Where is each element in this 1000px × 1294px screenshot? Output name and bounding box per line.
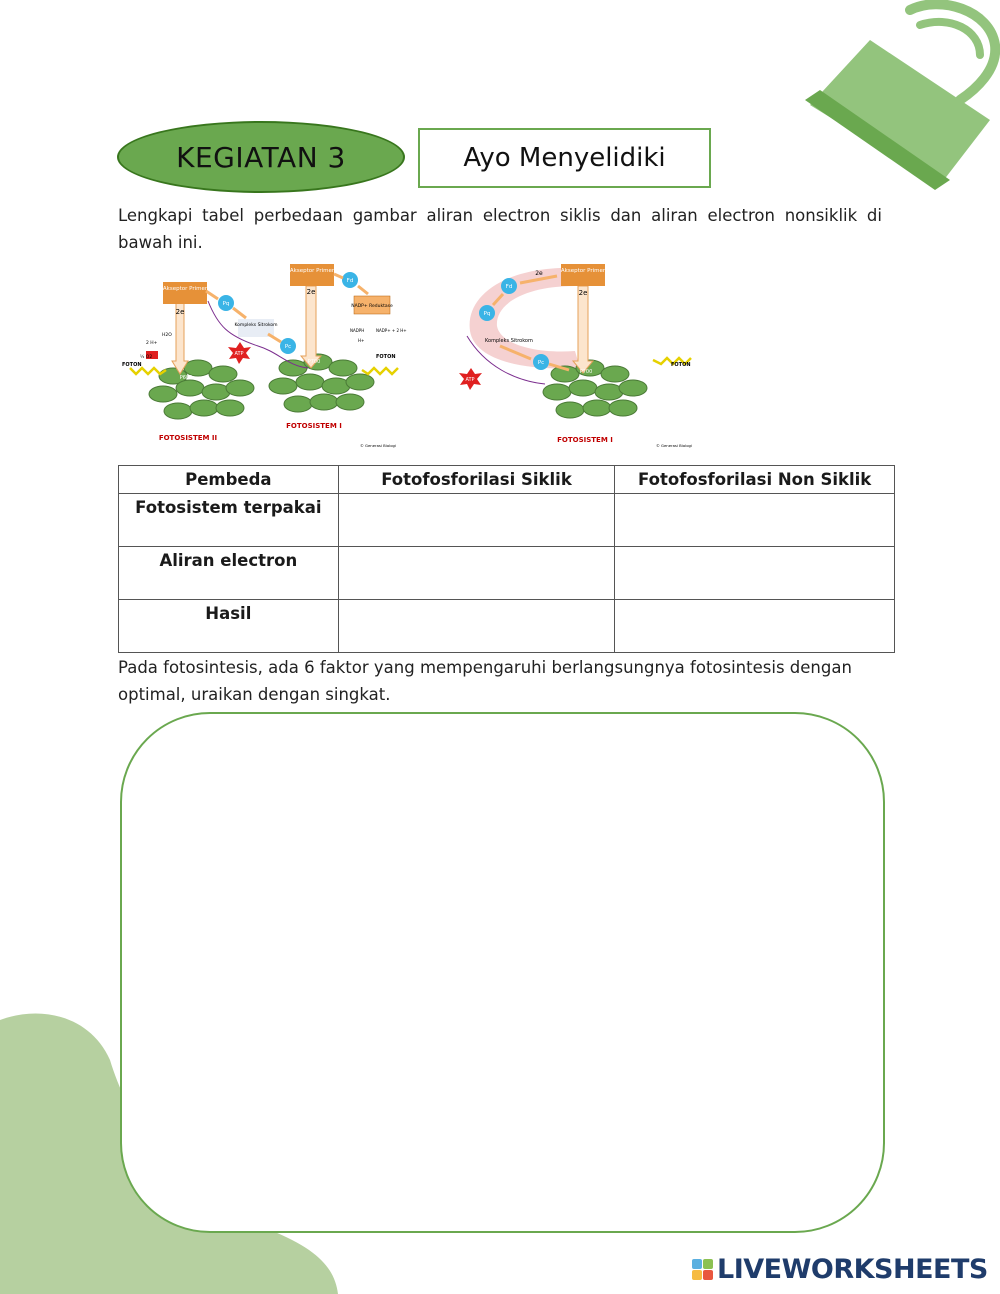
photosystem-ii-cluster (149, 360, 254, 419)
label-fd: Fd (346, 278, 354, 284)
label-pq-cyclic: Pq (483, 311, 491, 317)
noncyclic-electron-flow-diagram (118, 256, 407, 450)
liveworksheets-logo-icon (692, 1259, 713, 1280)
label-nadp-h: NADP+ + 2 H+ (376, 328, 407, 333)
table-row (119, 547, 895, 600)
label-2e-cyclic-a: 2e (578, 289, 588, 297)
label-atp: ATP (234, 351, 244, 357)
table-row (119, 600, 895, 653)
label-fotosistem-i: FOTOSISTEM I (286, 422, 342, 430)
label-credit-left: © Generasi Biologi (360, 443, 396, 448)
label-2h: 2 H+ (146, 341, 158, 346)
label-half-o2: ½ O2 (140, 355, 153, 360)
label-pc-cyclic: Pc (537, 360, 545, 366)
label-foton-left: FOTON (122, 362, 142, 368)
label-p700: P700 (307, 359, 321, 365)
kegiatan-label: KEGIATAN 3 (176, 140, 346, 174)
label-foton-cyclic: FOTON (671, 362, 691, 368)
label-p680: P680 (179, 375, 193, 381)
label-h-plus: H+ (358, 338, 365, 343)
comparison-table (118, 465, 895, 653)
answer-cell-aliran-non-siklik[interactable] (615, 547, 895, 600)
label-akseptor-left: Akseptor Primer (162, 286, 208, 292)
label-nadph: NADPH (350, 328, 365, 333)
label-akseptor-cyclic: Akseptor Primer (560, 268, 606, 274)
label-fd-cyclic: Fd (505, 284, 513, 290)
label-fotosistem-ii: FOTOSISTEM II (158, 434, 218, 442)
intro-instruction: Lengkapi tabel perbedaan gambar aliran electron siklis dan aliran electron nonsiklik di bawah ini. (118, 206, 882, 252)
question-prompt: Pada fotosintesis, ada 6 faktor yang mempengaruhi berlangsungnya fotosintesis dengan optimal, uraikan dengan singkat. (118, 658, 852, 704)
liveworksheets-brand (692, 1252, 988, 1286)
section-title: Ayo Menyelidiki (463, 143, 666, 173)
brand-name: LIVEWORKSHEETS (717, 1253, 988, 1285)
table-header-row (119, 466, 895, 494)
label-p700-cyclic: P700 (579, 369, 593, 375)
label-pc: Pc (284, 344, 292, 350)
label-kompleks-cyclic: Kompleks Sitrokom (485, 338, 533, 344)
photosystem-i-cluster-right (543, 360, 647, 418)
photosystem-i-cluster (269, 354, 374, 412)
answer-cell-hasil-siklik[interactable] (338, 600, 615, 653)
label-h2o: H2O (162, 333, 172, 338)
label-pq: Pq (222, 301, 230, 307)
row-label-fotosistem: Fotosistem terpakai (119, 494, 339, 547)
table-row (119, 494, 895, 547)
label-2e-cyclic-b: 2e (535, 270, 543, 277)
binder-clip-icon (790, 0, 1000, 200)
answer-cell-fotosistem-non-siklik[interactable] (615, 494, 895, 547)
label-akseptor-right: Akseptor Primer (289, 268, 335, 274)
label-2e-right: 2e (306, 288, 316, 296)
label-nadp: NADP+ Reduktase (351, 304, 393, 309)
header-pembeda: Pembeda (119, 466, 339, 494)
label-fotosistem-i-cyclic: FOTOSISTEM I (557, 436, 613, 444)
answer-textbox[interactable] (120, 712, 885, 1233)
answer-cell-fotosistem-siklik[interactable] (338, 494, 615, 547)
row-label-aliran: Aliran electron (119, 547, 339, 600)
label-foton-right: FOTON (376, 354, 396, 360)
row-label-hasil: Hasil (119, 600, 339, 653)
answer-cell-hasil-non-siklik[interactable] (615, 600, 895, 653)
label-atp-cyclic: ATP (465, 377, 475, 383)
kegiatan-badge (117, 121, 405, 193)
header-siklik: Fotofosforilasi Siklik (338, 466, 615, 494)
header-non-siklik: Fotofosforilasi Non Siklik (615, 466, 895, 494)
label-2e-left: 2e (175, 308, 185, 316)
section-title-box (418, 128, 711, 188)
answer-cell-aliran-siklik[interactable] (338, 547, 615, 600)
cyclic-electron-flow-diagram (445, 256, 695, 450)
label-credit-right: © Generasi Biologi (656, 443, 692, 448)
label-kompleks: Kompleks Sitrokom (234, 323, 278, 328)
